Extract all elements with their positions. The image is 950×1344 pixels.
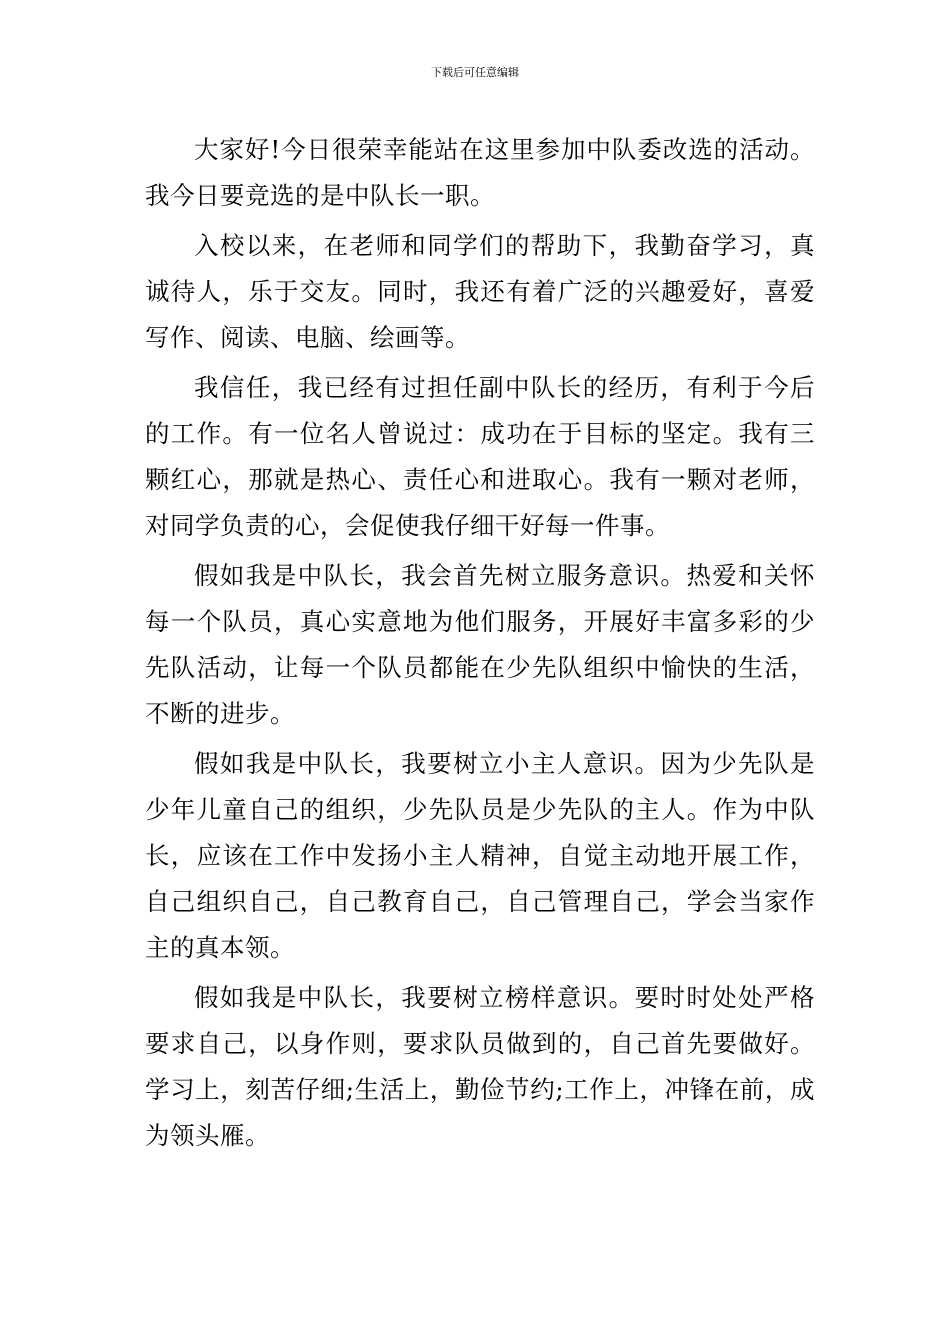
page-header-note: 下载后可任意编辑 [431,66,519,79]
paragraph-4: 假如我是中队长，我会首先树立服务意识。热爱和关怀每一个队员，真心实意地为他们服务，开展好丰富多彩的少先队活动，让每一个队员都能在少先队组织中愉快的生活，不断的进步。 [145,561,815,728]
paragraph-5: 假如我是中队长，我要树立小主人意识。因为少先队是少年儿童自己的组织，少先队员是少先队的主人。作为中队长，应该在工作中发扬小主人精神，自觉主动地开展工作，自己组织自己，自己教育自己，自己管理自己，学会当家作主的真本领。 [145,749,815,962]
paragraph-3: 我信任，我已经有过担任副中队长的经历，有利于今后的工作。有一位名人曾说过：成功在于目标的坚定。我有三颗红心，那就是热心、责任心和进取心。我有一颗对老师，对同学负责的心，会促使我仔细干好每一件事。 [145,373,815,540]
document-body [145,127,815,1163]
paragraph-6: 假如我是中队长，我要树立榜样意识。要时时处处严格要求自己，以身作则，要求队员做到的，自己首先要做好。学习上，刻苦仔细;生活上，勤俭节约;工作上，冲锋在前，成为领头雁。 [145,983,815,1150]
paragraph-1: 大家好!今日很荣幸能站在这里参加中队委改选的活动。我今日要竞选的是中队长一职。 [145,135,815,210]
paragraph-2: 入校以来，在老师和同学们的帮助下，我勤奋学习，真诚待人，乐于交友。同时，我还有着广泛的兴趣爱好，喜爱写作、阅读、电脑、绘画等。 [145,231,815,352]
